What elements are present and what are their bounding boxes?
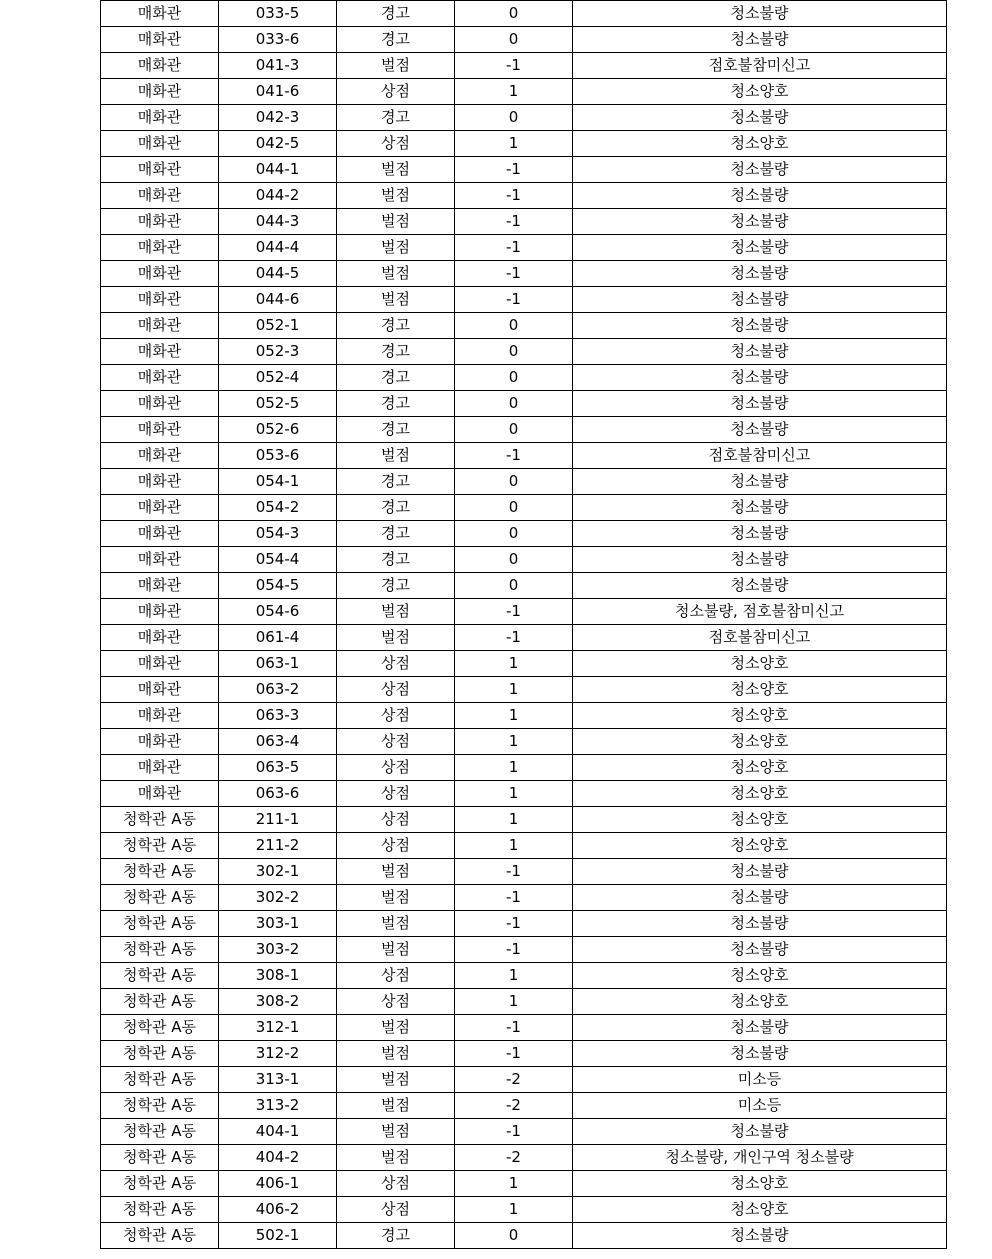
reason-cell: 청소불량, 점호불참미신고	[573, 599, 947, 625]
reason-cell: 청소불량	[573, 1015, 947, 1041]
table-row	[101, 391, 947, 417]
building-cell: 청학관 A동	[101, 1119, 219, 1145]
table-row	[101, 833, 947, 859]
type-cell: 벌점	[337, 443, 455, 469]
room-cell: 061-4	[219, 625, 337, 651]
type-cell: 벌점	[337, 209, 455, 235]
table-row	[101, 937, 947, 963]
room-cell: 053-6	[219, 443, 337, 469]
points-cell: -1	[455, 53, 573, 79]
points-cell: 1	[455, 131, 573, 157]
reason-cell: 청소불량	[573, 105, 947, 131]
points-cell: -1	[455, 625, 573, 651]
room-cell: 063-6	[219, 781, 337, 807]
room-cell: 044-6	[219, 287, 337, 313]
type-cell: 경고	[337, 495, 455, 521]
type-cell: 벌점	[337, 287, 455, 313]
room-cell: 404-2	[219, 1145, 337, 1171]
room-cell: 211-1	[219, 807, 337, 833]
room-cell: 042-5	[219, 131, 337, 157]
records-table	[100, 0, 947, 1249]
reason-cell: 청소불량	[573, 937, 947, 963]
points-cell: 0	[455, 573, 573, 599]
table-row	[101, 911, 947, 937]
type-cell: 벌점	[337, 625, 455, 651]
table-row	[101, 53, 947, 79]
type-cell: 상점	[337, 651, 455, 677]
room-cell: 502-1	[219, 1223, 337, 1249]
reason-cell: 청소양호	[573, 781, 947, 807]
table-row	[101, 1041, 947, 1067]
table-row	[101, 1093, 947, 1119]
type-cell: 벌점	[337, 235, 455, 261]
type-cell: 상점	[337, 131, 455, 157]
table-row	[101, 547, 947, 573]
reason-cell: 청소불량	[573, 365, 947, 391]
type-cell: 경고	[337, 1, 455, 27]
reason-cell: 점호불참미신고	[573, 53, 947, 79]
building-cell: 매화관	[101, 339, 219, 365]
room-cell: 308-1	[219, 963, 337, 989]
points-cell: -2	[455, 1145, 573, 1171]
building-cell: 청학관 A동	[101, 911, 219, 937]
type-cell: 상점	[337, 833, 455, 859]
type-cell: 경고	[337, 339, 455, 365]
room-cell: 044-4	[219, 235, 337, 261]
building-cell: 매화관	[101, 495, 219, 521]
room-cell: 312-1	[219, 1015, 337, 1041]
building-cell: 청학관 A동	[101, 963, 219, 989]
building-cell: 청학관 A동	[101, 1067, 219, 1093]
reason-cell: 점호불참미신고	[573, 443, 947, 469]
table-row	[101, 573, 947, 599]
points-cell: 1	[455, 729, 573, 755]
points-cell: -1	[455, 1119, 573, 1145]
type-cell: 경고	[337, 573, 455, 599]
room-cell: 044-3	[219, 209, 337, 235]
building-cell: 매화관	[101, 183, 219, 209]
table-row	[101, 183, 947, 209]
table-row	[101, 703, 947, 729]
reason-cell: 청소불량	[573, 313, 947, 339]
building-cell: 매화관	[101, 287, 219, 313]
room-cell: 054-4	[219, 547, 337, 573]
points-cell: -1	[455, 599, 573, 625]
room-cell: 052-5	[219, 391, 337, 417]
reason-cell: 청소불량	[573, 495, 947, 521]
points-cell: 0	[455, 495, 573, 521]
room-cell: 303-1	[219, 911, 337, 937]
type-cell: 상점	[337, 677, 455, 703]
type-cell: 벌점	[337, 261, 455, 287]
points-cell: 0	[455, 27, 573, 53]
reason-cell: 청소불량	[573, 391, 947, 417]
room-cell: 312-2	[219, 1041, 337, 1067]
building-cell: 매화관	[101, 625, 219, 651]
points-cell: -1	[455, 1015, 573, 1041]
points-cell: 1	[455, 651, 573, 677]
building-cell: 매화관	[101, 469, 219, 495]
room-cell: 406-2	[219, 1197, 337, 1223]
building-cell: 청학관 A동	[101, 1171, 219, 1197]
type-cell: 벌점	[337, 885, 455, 911]
points-cell: -1	[455, 937, 573, 963]
building-cell: 매화관	[101, 521, 219, 547]
type-cell: 경고	[337, 313, 455, 339]
table-row	[101, 1067, 947, 1093]
reason-cell: 청소불량	[573, 1119, 947, 1145]
reason-cell: 청소불량	[573, 1041, 947, 1067]
points-cell: -1	[455, 1041, 573, 1067]
room-cell: 063-2	[219, 677, 337, 703]
room-cell: 054-2	[219, 495, 337, 521]
reason-cell: 청소불량	[573, 1, 947, 27]
records-table-body	[101, 1, 947, 1249]
points-cell: 0	[455, 105, 573, 131]
building-cell: 매화관	[101, 443, 219, 469]
table-row	[101, 729, 947, 755]
room-cell: 044-1	[219, 157, 337, 183]
building-cell: 청학관 A동	[101, 1093, 219, 1119]
table-row	[101, 27, 947, 53]
table-row	[101, 885, 947, 911]
building-cell: 매화관	[101, 157, 219, 183]
type-cell: 상점	[337, 1171, 455, 1197]
table-row	[101, 963, 947, 989]
type-cell: 상점	[337, 963, 455, 989]
reason-cell: 청소불량, 개인구역 청소불량	[573, 1145, 947, 1171]
reason-cell: 미소등	[573, 1093, 947, 1119]
points-cell: 0	[455, 365, 573, 391]
points-cell: 0	[455, 547, 573, 573]
building-cell: 매화관	[101, 573, 219, 599]
building-cell: 매화관	[101, 209, 219, 235]
building-cell: 매화관	[101, 547, 219, 573]
table-row	[101, 365, 947, 391]
reason-cell: 청소불량	[573, 885, 947, 911]
table-row	[101, 131, 947, 157]
reason-cell: 청소불량	[573, 261, 947, 287]
reason-cell: 미소등	[573, 1067, 947, 1093]
room-cell: 033-6	[219, 27, 337, 53]
points-cell: -1	[455, 235, 573, 261]
room-cell: 033-5	[219, 1, 337, 27]
reason-cell: 청소불량	[573, 287, 947, 313]
points-cell: 1	[455, 1171, 573, 1197]
room-cell: 042-3	[219, 105, 337, 131]
points-cell: 1	[455, 781, 573, 807]
type-cell: 경고	[337, 469, 455, 495]
reason-cell: 청소불량	[573, 27, 947, 53]
type-cell: 벌점	[337, 1145, 455, 1171]
reason-cell: 청소양호	[573, 131, 947, 157]
points-cell: 1	[455, 989, 573, 1015]
room-cell: 302-2	[219, 885, 337, 911]
building-cell: 청학관 A동	[101, 807, 219, 833]
type-cell: 경고	[337, 1223, 455, 1249]
building-cell: 매화관	[101, 261, 219, 287]
room-cell: 063-1	[219, 651, 337, 677]
table-row	[101, 105, 947, 131]
points-cell: 1	[455, 807, 573, 833]
table-row	[101, 1223, 947, 1249]
reason-cell: 청소불량	[573, 547, 947, 573]
type-cell: 벌점	[337, 1093, 455, 1119]
building-cell: 매화관	[101, 131, 219, 157]
room-cell: 044-2	[219, 183, 337, 209]
building-cell: 매화관	[101, 677, 219, 703]
type-cell: 벌점	[337, 157, 455, 183]
points-cell: -2	[455, 1067, 573, 1093]
reason-cell: 청소불량	[573, 417, 947, 443]
reason-cell: 청소양호	[573, 729, 947, 755]
building-cell: 청학관 A동	[101, 1015, 219, 1041]
table-row	[101, 1015, 947, 1041]
table-row	[101, 469, 947, 495]
points-cell: -1	[455, 911, 573, 937]
type-cell: 경고	[337, 365, 455, 391]
reason-cell: 청소양호	[573, 651, 947, 677]
points-cell: 0	[455, 391, 573, 417]
table-row	[101, 443, 947, 469]
points-cell: 1	[455, 963, 573, 989]
type-cell: 벌점	[337, 911, 455, 937]
table-row	[101, 235, 947, 261]
points-cell: -2	[455, 1093, 573, 1119]
points-cell: -1	[455, 261, 573, 287]
points-cell: 1	[455, 703, 573, 729]
points-cell: 1	[455, 79, 573, 105]
type-cell: 상점	[337, 703, 455, 729]
reason-cell: 청소불량	[573, 859, 947, 885]
points-cell: 1	[455, 677, 573, 703]
table-row	[101, 209, 947, 235]
reason-cell: 청소양호	[573, 677, 947, 703]
building-cell: 매화관	[101, 729, 219, 755]
table-row	[101, 1, 947, 27]
table-row	[101, 79, 947, 105]
type-cell: 경고	[337, 105, 455, 131]
room-cell: 211-2	[219, 833, 337, 859]
building-cell: 매화관	[101, 651, 219, 677]
reason-cell: 청소양호	[573, 807, 947, 833]
room-cell: 041-6	[219, 79, 337, 105]
table-row	[101, 651, 947, 677]
room-cell: 404-1	[219, 1119, 337, 1145]
building-cell: 매화관	[101, 755, 219, 781]
type-cell: 상점	[337, 1197, 455, 1223]
table-row	[101, 781, 947, 807]
room-cell: 054-3	[219, 521, 337, 547]
room-cell: 052-6	[219, 417, 337, 443]
points-cell: -1	[455, 157, 573, 183]
type-cell: 상점	[337, 989, 455, 1015]
table-row	[101, 287, 947, 313]
room-cell: 313-1	[219, 1067, 337, 1093]
building-cell: 청학관 A동	[101, 1145, 219, 1171]
reason-cell: 청소불량	[573, 573, 947, 599]
reason-cell: 청소불량	[573, 521, 947, 547]
table-row	[101, 807, 947, 833]
type-cell: 경고	[337, 27, 455, 53]
reason-cell: 청소양호	[573, 833, 947, 859]
table-row	[101, 417, 947, 443]
building-cell: 청학관 A동	[101, 885, 219, 911]
points-cell: 0	[455, 1223, 573, 1249]
table-row	[101, 495, 947, 521]
points-cell: 0	[455, 521, 573, 547]
reason-cell: 청소불량	[573, 1223, 947, 1249]
points-cell: -1	[455, 209, 573, 235]
building-cell: 매화관	[101, 365, 219, 391]
reason-cell: 청소양호	[573, 963, 947, 989]
points-cell: -1	[455, 885, 573, 911]
room-cell: 054-5	[219, 573, 337, 599]
building-cell: 청학관 A동	[101, 989, 219, 1015]
table-row	[101, 1119, 947, 1145]
building-cell: 매화관	[101, 27, 219, 53]
type-cell: 경고	[337, 521, 455, 547]
points-cell: 0	[455, 417, 573, 443]
reason-cell: 청소양호	[573, 79, 947, 105]
points-cell: -1	[455, 859, 573, 885]
reason-cell: 청소불량	[573, 469, 947, 495]
table-row	[101, 313, 947, 339]
reason-cell: 청소양호	[573, 755, 947, 781]
points-cell: 0	[455, 469, 573, 495]
table-row	[101, 989, 947, 1015]
points-cell: 1	[455, 833, 573, 859]
points-cell: 1	[455, 1197, 573, 1223]
building-cell: 청학관 A동	[101, 1197, 219, 1223]
room-cell: 063-3	[219, 703, 337, 729]
building-cell: 매화관	[101, 235, 219, 261]
points-cell: -1	[455, 443, 573, 469]
building-cell: 청학관 A동	[101, 859, 219, 885]
type-cell: 상점	[337, 729, 455, 755]
type-cell: 상점	[337, 807, 455, 833]
room-cell: 063-4	[219, 729, 337, 755]
room-cell: 063-5	[219, 755, 337, 781]
type-cell: 상점	[337, 755, 455, 781]
building-cell: 매화관	[101, 313, 219, 339]
type-cell: 벌점	[337, 937, 455, 963]
points-cell: 0	[455, 313, 573, 339]
reason-cell: 청소양호	[573, 1197, 947, 1223]
points-cell: -1	[455, 183, 573, 209]
reason-cell: 청소불량	[573, 209, 947, 235]
reason-cell: 점호불참미신고	[573, 625, 947, 651]
type-cell: 벌점	[337, 1067, 455, 1093]
table-row	[101, 261, 947, 287]
building-cell: 매화관	[101, 105, 219, 131]
type-cell: 벌점	[337, 53, 455, 79]
reason-cell: 청소불량	[573, 157, 947, 183]
points-cell: -1	[455, 287, 573, 313]
room-cell: 052-4	[219, 365, 337, 391]
table-row	[101, 1171, 947, 1197]
reason-cell: 청소양호	[573, 703, 947, 729]
table-row	[101, 599, 947, 625]
type-cell: 벌점	[337, 859, 455, 885]
points-cell: 0	[455, 339, 573, 365]
type-cell: 벌점	[337, 183, 455, 209]
type-cell: 경고	[337, 391, 455, 417]
building-cell: 청학관 A동	[101, 937, 219, 963]
points-cell: 0	[455, 1, 573, 27]
table-row	[101, 859, 947, 885]
building-cell: 매화관	[101, 79, 219, 105]
building-cell: 매화관	[101, 703, 219, 729]
table-row	[101, 1197, 947, 1223]
room-cell: 302-1	[219, 859, 337, 885]
type-cell: 경고	[337, 417, 455, 443]
type-cell: 벌점	[337, 599, 455, 625]
type-cell: 벌점	[337, 1119, 455, 1145]
table-row	[101, 1145, 947, 1171]
type-cell: 상점	[337, 79, 455, 105]
building-cell: 청학관 A동	[101, 1041, 219, 1067]
room-cell: 313-2	[219, 1093, 337, 1119]
table-row	[101, 339, 947, 365]
table-row	[101, 677, 947, 703]
reason-cell: 청소양호	[573, 1171, 947, 1197]
room-cell: 308-2	[219, 989, 337, 1015]
type-cell: 벌점	[337, 1015, 455, 1041]
table-row	[101, 521, 947, 547]
reason-cell: 청소불량	[573, 183, 947, 209]
room-cell: 406-1	[219, 1171, 337, 1197]
table-row	[101, 625, 947, 651]
reason-cell: 청소양호	[573, 989, 947, 1015]
reason-cell: 청소불량	[573, 911, 947, 937]
room-cell: 303-2	[219, 937, 337, 963]
type-cell: 경고	[337, 547, 455, 573]
type-cell: 벌점	[337, 1041, 455, 1067]
building-cell: 매화관	[101, 781, 219, 807]
building-cell: 매화관	[101, 417, 219, 443]
building-cell: 매화관	[101, 1, 219, 27]
room-cell: 054-1	[219, 469, 337, 495]
room-cell: 052-1	[219, 313, 337, 339]
building-cell: 매화관	[101, 391, 219, 417]
building-cell: 청학관 A동	[101, 833, 219, 859]
type-cell: 상점	[337, 781, 455, 807]
reason-cell: 청소불량	[573, 339, 947, 365]
room-cell: 054-6	[219, 599, 337, 625]
room-cell: 041-3	[219, 53, 337, 79]
building-cell: 매화관	[101, 599, 219, 625]
reason-cell: 청소불량	[573, 235, 947, 261]
table-row	[101, 755, 947, 781]
room-cell: 052-3	[219, 339, 337, 365]
table-row	[101, 157, 947, 183]
room-cell: 044-5	[219, 261, 337, 287]
building-cell: 매화관	[101, 53, 219, 79]
building-cell: 청학관 A동	[101, 1223, 219, 1249]
points-cell: 1	[455, 755, 573, 781]
